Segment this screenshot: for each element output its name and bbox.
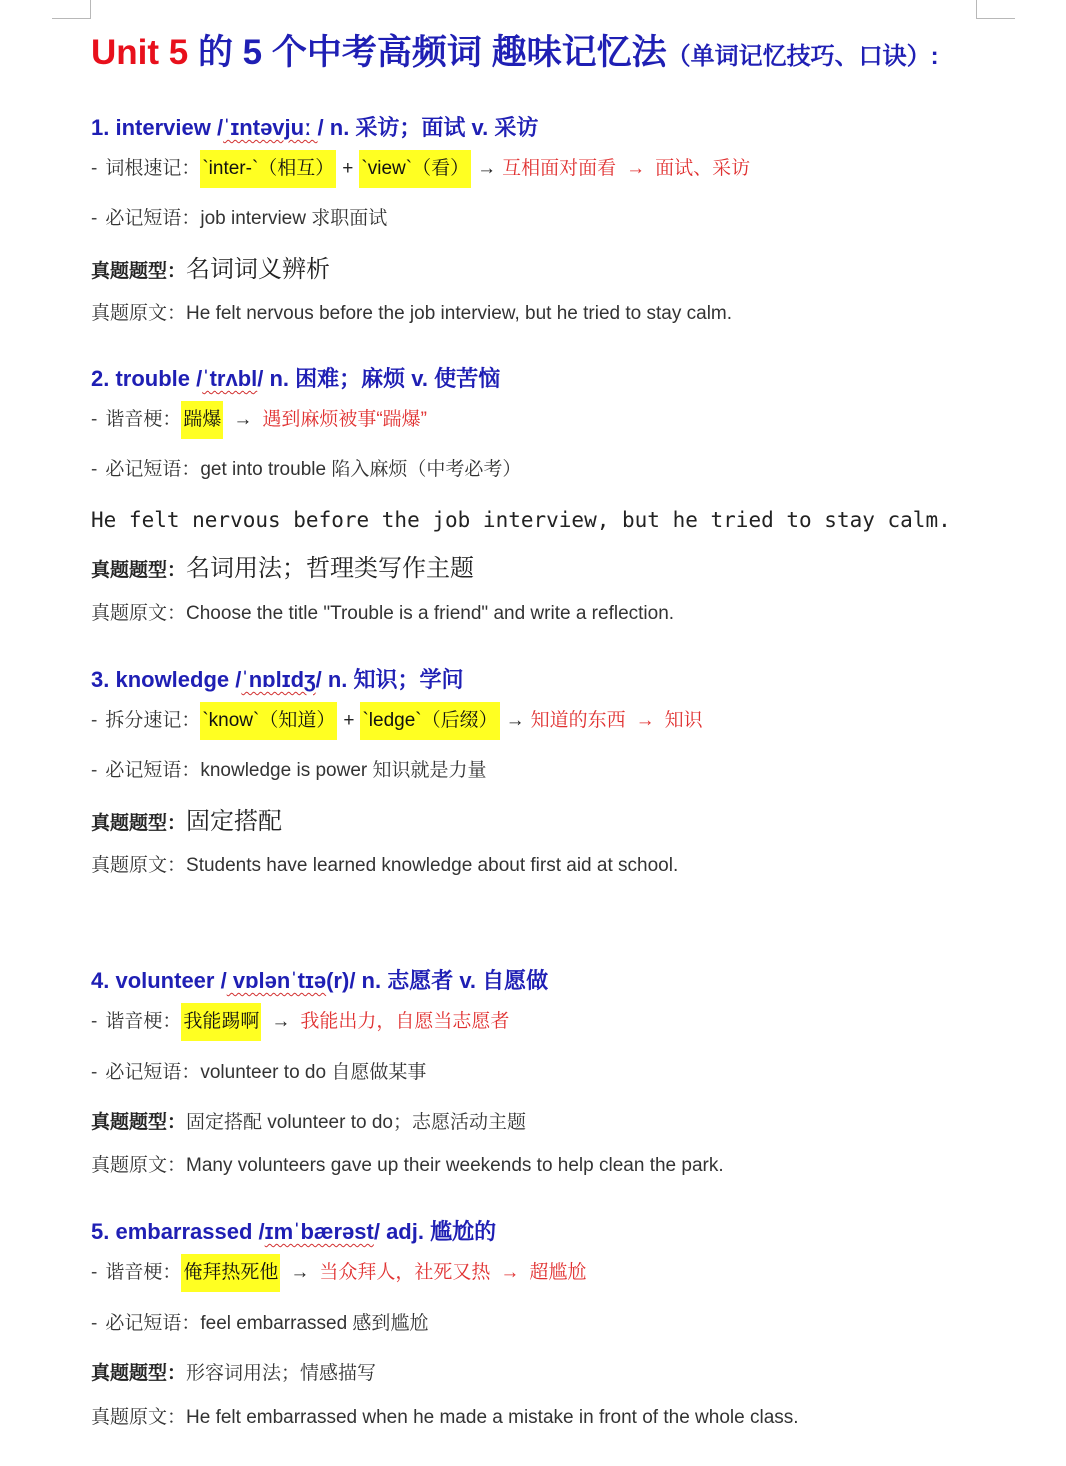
arrow-icon: → <box>271 1011 291 1032</box>
question-type-text: 名词词义辨析 <box>186 256 331 283</box>
word-number-and-term: 3. knowledge / <box>91 667 242 692</box>
original-text-line: 真题原文：Choose the title "Trouble is a friend" and write a reflection. <box>91 603 675 624</box>
memory-tip-line: - 谐音梗： 俺拜热死他 → 当众拜人，社死又热 → 超尴尬 <box>91 1254 586 1292</box>
question-type-text: 固定搭配 <box>186 808 283 835</box>
phrase-line: - 必记短语：volunteer to do 自愿做某事 <box>91 1062 427 1083</box>
highlight-root-a: `know`（知道） <box>200 702 337 740</box>
extra-sentence: He felt nervous before the job interview, but he tried to stay calm. <box>91 508 951 532</box>
original-sentence: He felt nervous before the job interview, but he tried to stay calm. <box>186 303 733 324</box>
phrase-text: volunteer to do 自愿做某事 <box>200 1062 427 1083</box>
word-heading <box>91 363 500 395</box>
arrow-icon: → <box>500 1262 520 1283</box>
arrow-icon: → <box>505 710 525 731</box>
word-number-and-term: 2. trouble / <box>91 366 203 391</box>
arrow-icon: → <box>635 710 655 731</box>
original-text-line: 真题原文：He felt nervous before the job interview, but he tried to stay calm. <box>91 303 733 324</box>
original-text-line: 真题原文：Students have learned knowledge about first aid at school. <box>91 855 679 876</box>
memory-result: 知道的东西 <box>530 710 626 731</box>
highlight-root-a: `inter-`（相互） <box>200 150 336 188</box>
title-subtitle: （单词记忆技巧、口诀）: <box>666 43 939 70</box>
memory-label: 谐音梗： <box>105 1011 182 1032</box>
memory-final: 知识 <box>664 710 703 731</box>
original-text-line: 真题原文：He felt embarrassed when he made a mistake in front of the whole class. <box>91 1407 799 1428</box>
phonetic: vɒlənˈtɪə <box>226 968 327 993</box>
word-definition: / n. 采访；面试 v. 采访 <box>317 115 539 140</box>
phrase-line: - 必记短语：feel embarrassed 感到尴尬 <box>91 1313 429 1334</box>
original-sentence: Many volunteers gave up their weekends to help clean the park. <box>186 1155 724 1176</box>
question-type-text: 形容词用法；情感描写 <box>186 1363 377 1384</box>
memory-tip-line: - 词根速记： `inter-`（相互） + `view`（看） → 互相面对面看 → 面试、采访 <box>91 150 750 188</box>
memory-label: 谐音梗： <box>105 1262 182 1283</box>
arrow-icon: → <box>477 158 497 179</box>
memory-result: 我能出力，自愿当志愿者 <box>300 1011 510 1032</box>
highlight-homophone: 我能踢啊 <box>181 1003 261 1041</box>
phrase-text: knowledge is power 知识就是力量 <box>200 760 487 781</box>
phonetic: ˈnɒlɪdʒ <box>241 667 316 692</box>
word-number-and-term: 4. volunteer / <box>91 968 227 993</box>
word-number-and-term: 5. embarrassed / <box>91 1219 265 1244</box>
memory-final: 超尴尬 <box>529 1262 587 1283</box>
highlight-root-b: `view`（看） <box>359 150 471 188</box>
word-heading <box>91 112 538 144</box>
original-sentence: Students have learned knowledge about first aid at school. <box>186 855 679 876</box>
memory-tip-line: - 拆分速记： `know`（知道） + `ledge`（后缀） → 知道的东西 → 知识 <box>91 702 703 740</box>
phonetic: ɪmˈbærəst <box>264 1219 374 1244</box>
highlight-homophone: 踹爆 <box>181 401 223 439</box>
memory-tip-line: - 谐音梗： 我能踢啊 → 我能出力，自愿当志愿者 <box>91 1003 509 1041</box>
memory-label: 拆分速记： <box>105 710 201 731</box>
question-type-line: 真题题型：名词用法；哲理类写作主题 <box>91 555 475 582</box>
arrow-icon: → <box>626 158 646 179</box>
phrase-line: - 必记短语：job interview 求职面试 <box>91 208 388 229</box>
memory-result: 遇到麻烦被事“踹爆” <box>262 409 428 430</box>
phonetic: ˈɪntəvjuː <box>223 115 318 140</box>
highlight-root-b: `ledge`（后缀） <box>360 702 499 740</box>
question-type-line: 真题题型：固定搭配 <box>91 808 283 835</box>
word-heading <box>91 1216 496 1248</box>
question-type-line: 真题题型：名词词义辨析 <box>91 256 331 283</box>
word-definition: (r)/ n. 志愿者 v. 自愿做 <box>326 968 549 993</box>
word-definition: / n. 知识；学问 <box>315 667 464 692</box>
question-type-line: 真题题型：固定搭配 volunteer to do；志愿活动主题 <box>91 1112 526 1133</box>
question-type-line: 真题题型：形容词用法；情感描写 <box>91 1363 377 1384</box>
word-definition: / n. 困难；麻烦 v. 使苦恼 <box>257 366 501 391</box>
page-title <box>91 28 939 82</box>
original-text-line: 真题原文：Many volunteers gave up their weekends to help clean the park. <box>91 1155 724 1176</box>
question-type-text: 固定搭配 volunteer to do；志愿活动主题 <box>186 1112 526 1133</box>
extra-sentence-line <box>91 501 951 541</box>
page-corner-mark-left <box>52 0 91 19</box>
phonetic: ˈtrʌbl <box>202 366 258 391</box>
memory-result: 当众拜人，社死又热 <box>319 1262 491 1283</box>
phrase-line: - 必记短语：knowledge is power 知识就是力量 <box>91 760 487 781</box>
memory-tip-line: - 谐音梗： 踹爆 → 遇到麻烦被事“踹爆” <box>91 401 427 439</box>
memory-result: 互相面对面看 <box>502 158 617 179</box>
question-type-text: 名词用法；哲理类写作主题 <box>186 555 475 582</box>
original-sentence: He felt embarrassed when he made a mistake in front of the whole class. <box>186 1407 799 1428</box>
memory-label: 词根速记： <box>105 158 201 179</box>
phrase-line: - 必记短语：get into trouble 陷入麻烦（中考必考） <box>91 459 522 480</box>
word-definition: / adj. 尴尬的 <box>373 1219 497 1244</box>
arrow-icon: → <box>290 1262 310 1283</box>
page-corner-mark-right <box>976 0 1015 19</box>
title-main: 的 5 个中考高频词 趣味记忆法 <box>197 33 667 72</box>
word-heading <box>91 965 548 997</box>
highlight-homophone: 俺拜热死他 <box>181 1254 280 1292</box>
memory-final: 面试、采访 <box>655 158 751 179</box>
phrase-text: get into trouble 陷入麻烦（中考必考） <box>200 459 522 480</box>
phrase-text: job interview 求职面试 <box>200 208 388 229</box>
word-heading <box>91 664 464 696</box>
memory-label: 谐音梗： <box>105 409 182 430</box>
phrase-text: feel embarrassed 感到尴尬 <box>200 1313 429 1334</box>
word-number-and-term: 1. interview / <box>91 115 224 140</box>
arrow-icon: → <box>233 409 253 430</box>
original-sentence: Choose the title "Trouble is a friend" and write a reflection. <box>186 603 675 624</box>
title-unit: Unit 5 <box>91 33 198 72</box>
